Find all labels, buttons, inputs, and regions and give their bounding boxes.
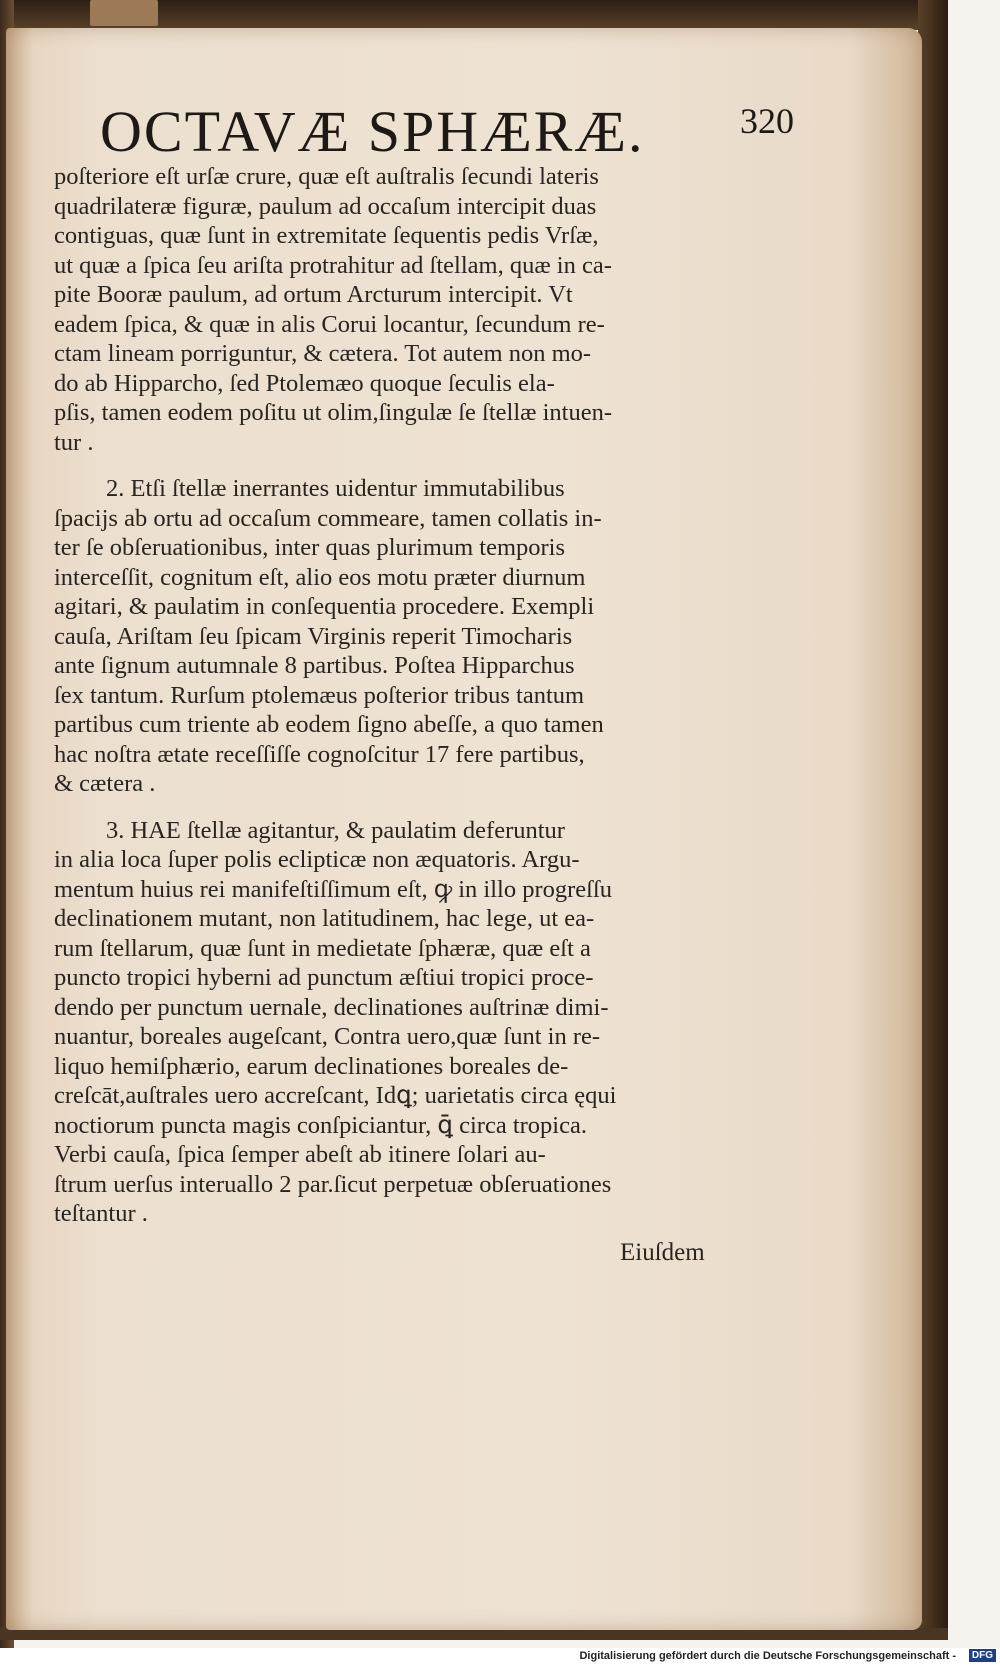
text-line: agitari, & paulatim in conſequentia procedere. Exempli: [54, 593, 595, 620]
text-line: puncto tropici hyberni ad punctum æſtiui tropici proce-: [54, 964, 594, 991]
text-line: 3. HAE ſtellæ agitantur, & paulatim deferuntur: [106, 816, 565, 844]
digitization-credit: Digitalisierung gefördert durch die Deutsche Forschungsgemeinschaft -: [579, 1650, 956, 1662]
text-line: ſtrum uerſus interuallo 2 par.ſicut perpetuæ obſeruationes: [54, 1170, 612, 1198]
paragraph-2: [54, 474, 719, 799]
text-line: ut quæ a ſpica ſeu ariſta protrahitur ad ſtellam, quæ in ca-: [54, 251, 612, 279]
text-line: pite Booræ paulum, ad ortum Arcturum intercipit. Vt: [54, 281, 573, 308]
text-line: nuantur, boreales augeſcant, Contra uero,quæ ſunt in re-: [54, 1023, 601, 1050]
text-line: ante ſignum autumnale 8 partibus. Poſtea Hipparchus: [54, 652, 575, 679]
book-cover-right-edge: [918, 0, 948, 1640]
text-line: dendo per punctum uernale, declinationes auſtrinæ dimi-: [54, 993, 609, 1021]
text-line: pſis, tamen eodem poſitu ut olim,ſingulæ ſe ſtellæ intuen-: [54, 399, 612, 426]
paragraph-1: [54, 162, 719, 457]
catchword: Eiuſdem: [620, 1239, 705, 1266]
text-line: contiguas, quæ ſunt in extremitate ſequentis pedis Vrſæ,: [54, 222, 599, 249]
text-line: poſteriore eſt urſæ crure, quæ eſt auſtralis ſecundi lateris: [54, 163, 599, 190]
text-line: cauſa, Ariſtam ſeu ſpicam Virginis reperit Timocharis: [54, 622, 573, 650]
text-line: ctam lineam porriguntur, & cætera. Tot autem non mo-: [54, 340, 592, 367]
bookmark-tab: [90, 0, 158, 26]
text-line: declinationem mutant, non latitudinem, hac lege, ut ea-: [54, 905, 595, 932]
text-line: quadrilateræ figuræ, paulum ad occaſum intercipit duas: [54, 192, 597, 220]
running-head-title: OCTAVÆ SPHÆRÆ.: [100, 99, 645, 164]
page-number: 320: [740, 101, 794, 141]
text-line: eadem ſpica, & quæ in alis Corui locantur, ſecundum re-: [54, 310, 605, 338]
text-line: ſpacijs ab ortu ad occaſum commeare, tamen collatis in-: [54, 504, 602, 532]
text-line: liquo hemiſphærio, earum declinationes boreales de-: [54, 1052, 569, 1080]
body-text: [54, 162, 719, 1229]
text-line: 2. Etſi ſtellæ inerrantes uidentur immutabilibus: [106, 475, 565, 502]
text-line: Verbi cauſa, ſpica ſemper abeſt ab itinere ſolari au-: [54, 1141, 546, 1168]
dfg-logo[interactable]: DFG: [969, 1649, 996, 1662]
text-line: & cætera .: [54, 770, 156, 797]
text-line: ter ſe obſeruationibus, inter quas plurimum temporis: [54, 534, 565, 561]
text-line: interceſſit, cognitum eſt, alio eos motu præter diurnum: [54, 563, 586, 591]
paragraph-3: [54, 816, 719, 1229]
text-line: tur .: [54, 428, 94, 456]
text-line: mentum huius rei manifeſtiſſimum eſt, ꝙ in illo progreſſu: [54, 875, 612, 903]
text-line: creſcāt,auſtrales uero accreſcant, Idꝗ; uarietatis circa ęqui: [54, 1082, 617, 1109]
text-line: hac noſtra ætate receſſiſſe cognoſcitur 17 fere partibus,: [54, 740, 585, 768]
text-line: rum ſtellarum, quæ ſunt in medietate ſphæræ, quæ eſt a: [54, 934, 591, 962]
text-line: in alia loca ſuper polis eclipticæ non æquatoris. Argu-: [54, 846, 580, 873]
text-line: partibus cum triente ab eodem ſigno abeſſe, a quo tamen: [54, 711, 604, 738]
text-line: ſex tantum. Rurſum ptolemæus poſterior tribus tantum: [54, 681, 585, 709]
text-line: noctiorum puncta magis conſpiciantur, ꝗ̄ circa tropica.: [54, 1111, 587, 1139]
text-line: teſtantur .: [54, 1200, 148, 1227]
text-line: do ab Hipparcho, ſed Ptolemæo quoque ſeculis ela-: [54, 369, 555, 397]
